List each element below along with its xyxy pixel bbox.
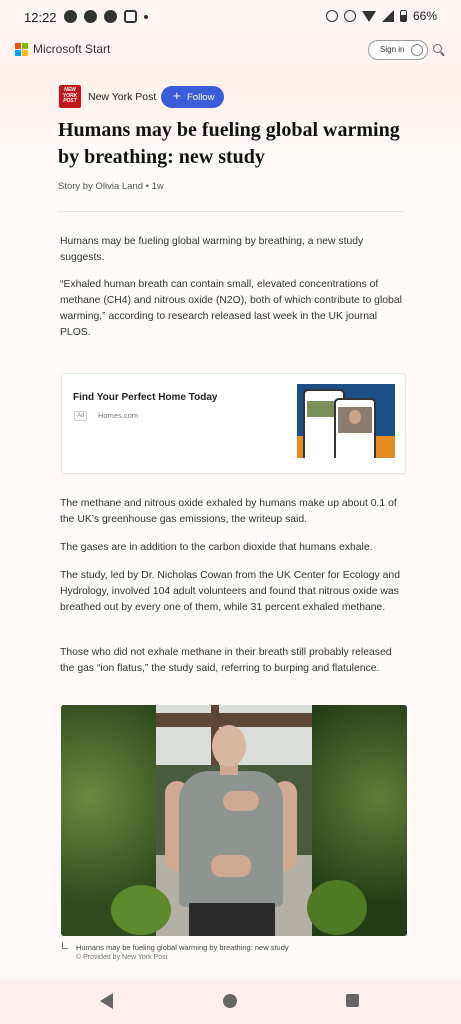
- signal-icon: [382, 10, 394, 22]
- article-title: Humans may be fueling global warming by breathing: new study: [58, 119, 400, 168]
- back-icon[interactable]: [100, 993, 113, 1009]
- user-icon: [411, 44, 423, 56]
- article-byline: Story by Olivia Land • 1w: [58, 181, 164, 192]
- ad-title: Find Your Perfect Home Today: [73, 392, 218, 403]
- system-icons: [326, 9, 437, 23]
- instagram-icon: [124, 10, 137, 23]
- recent-apps-icon[interactable]: [346, 994, 359, 1007]
- publisher-name[interactable]: New York Post: [88, 91, 157, 103]
- battery-icon: [400, 10, 407, 22]
- chrome-icon: [64, 10, 77, 23]
- article-paragraph: Those who did not exhale methane in their breath still probably released the gas “ion flatus,” the study said, referring to burping and flatulence.: [60, 647, 392, 674]
- plus-icon: +: [173, 88, 181, 103]
- status-bar: [0, 0, 461, 34]
- microsoft-logo-icon: [15, 43, 28, 56]
- follow-button[interactable]: [161, 86, 224, 108]
- article-paragraph: The gases are in addition to the carbon dioxide that humans exhale.: [60, 542, 373, 553]
- publisher-logo[interactable]: NEW YORK POST: [59, 85, 81, 108]
- home-icon[interactable]: [223, 994, 237, 1008]
- article-paragraph: The study, led by Dr. Nicholas Cowan from the UK Center for Ecology and Hydrology, involved 104 adult volunteers and found that nitrous oxide was breathed out by every one of them, while 31 percent exhaled methane.: [60, 570, 400, 613]
- battery-level: 66%: [412, 9, 437, 23]
- chrome-icon: [104, 10, 117, 23]
- article-image[interactable]: [61, 705, 407, 936]
- image-caption: Humans may be fueling global warming by breathing: new study: [76, 943, 289, 952]
- search-icon[interactable]: [433, 44, 442, 53]
- ad-card[interactable]: [61, 373, 406, 474]
- sign-in-label: Sign in: [380, 45, 405, 54]
- article-paragraph: Humans may be fueling global warming by breathing, a new study suggests.: [60, 236, 364, 263]
- follow-label: Follow: [187, 91, 215, 103]
- caption-corner-icon: [62, 942, 68, 949]
- article-paragraph: The methane and nitrous oxide exhaled by humans make up about 0.1 of the UK’s greenhouse gas emissions, the writeup said.: [60, 498, 397, 525]
- image-credit: © Provided by New York Post: [76, 954, 168, 961]
- alarm-icon: [326, 10, 338, 22]
- dot-icon: [144, 15, 148, 19]
- status-time: 12:22: [24, 10, 57, 25]
- sign-in-button[interactable]: [368, 40, 428, 60]
- mute-icon: [344, 10, 356, 22]
- app-header: [0, 34, 461, 66]
- system-nav-bar: [0, 978, 461, 1024]
- article-paragraph: “Exhaled human breath can contain small, elevated concentrations of methane (CH4) and nitrous oxide (N2O), both of which contribute to global warming,” according to research released last week in the UK journal PLOS.: [60, 279, 402, 338]
- brand-name[interactable]: Microsoft Start: [33, 42, 111, 56]
- ad-image: [297, 384, 395, 458]
- ad-source: Homes.com: [98, 411, 139, 420]
- ad-badge: Ad: [74, 411, 87, 421]
- wifi-icon: [362, 11, 376, 22]
- chrome-icon: [84, 10, 97, 23]
- notification-icons: [64, 10, 148, 23]
- divider: [58, 211, 404, 212]
